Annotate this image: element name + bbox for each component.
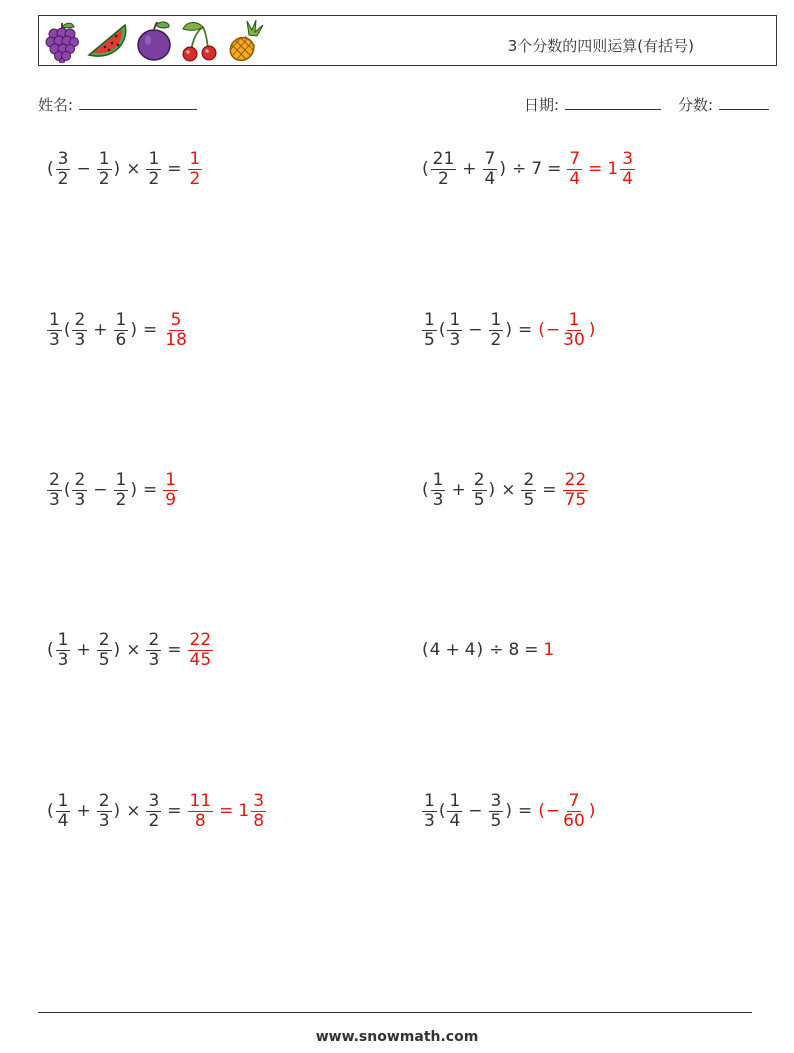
problem-6: [421, 467, 589, 513]
date-blank[interactable]: [565, 95, 661, 110]
problem-expression: ( $\frac{21}{2}$ + $\frac{7}{4}$ ) ÷ 7 =: [422, 148, 562, 189]
problem-answer: $\frac{22}{75}$: [564, 469, 587, 510]
problem-expression: $\frac{1}{3}$ ( $\frac{2}{3}$ + $\frac{1}{6}$ ) =: [49, 309, 158, 350]
problem-9: [46, 788, 267, 834]
problem-answer: 1: [543, 640, 555, 660]
problem-answer: ( − $\frac{7}{60}$ ): [538, 790, 596, 831]
page-title: 3个分数的四则运算(有括号): [507, 37, 694, 55]
score-label: 分数:: [678, 96, 714, 114]
name-blank[interactable]: [79, 95, 197, 110]
problem-1: [46, 146, 203, 192]
problem-answer: $\frac{22}{45}$: [189, 629, 212, 670]
watermelon-icon: [85, 19, 129, 63]
problem-expression: ( $\frac{3}{2}$ − $\frac{1}{2}$ ) × $\frac{1}{2}$ =: [47, 148, 182, 189]
footer-divider: [38, 1012, 752, 1013]
worksheet-header: [38, 15, 777, 66]
problem-expression: $\frac{2}{3}$ ( $\frac{2}{3}$ − $\frac{1}{2}$ ) =: [49, 469, 158, 510]
problem-2: [421, 146, 636, 192]
problem-answer: $\frac{1}{9}$: [165, 469, 177, 510]
pineapple-icon: [225, 19, 265, 63]
problem-expression: $\frac{1}{3}$ ( $\frac{1}{4}$ − $\frac{3}{5}$ ) =: [424, 790, 533, 831]
problem-answer: $\frac{7}{4}$ = 1 $\frac{3}{4}$: [569, 148, 634, 189]
problem-4: [421, 307, 596, 353]
name-label: 姓名:: [38, 96, 74, 114]
problem-10: [421, 788, 596, 834]
problem-expression: ( $\frac{1}{3}$ + $\frac{2}{5}$ ) × $\frac{2}{5}$ =: [422, 469, 557, 510]
problem-8: [421, 627, 554, 673]
problem-5: [46, 467, 179, 513]
problem-expression: $\frac{1}{5}$ ( $\frac{1}{3}$ − $\frac{1}{2}$ ) =: [424, 309, 533, 350]
problem-expression: ( $\frac{1}{4}$ + $\frac{2}{3}$ ) × $\frac{3}{2}$ =: [47, 790, 182, 831]
grapes-icon: [45, 19, 79, 63]
problem-expression: ( $\frac{1}{3}$ + $\frac{2}{5}$ ) × $\frac{2}{3}$ =: [47, 629, 182, 670]
date-label: 日期:: [524, 96, 560, 114]
name-field: [38, 94, 197, 115]
fruit-icons: [45, 19, 265, 63]
score-field: [678, 94, 769, 115]
cherries-icon: [179, 19, 219, 63]
problem-answer: $\frac{11}{8}$ = 1 $\frac{3}{8}$: [189, 790, 265, 831]
footer-url: www.snowmath.com: [315, 1029, 479, 1045]
score-blank[interactable]: [719, 95, 769, 110]
plum-icon: [135, 19, 173, 63]
date-field: [524, 94, 661, 115]
problem-3: [46, 307, 190, 353]
problem-7: [46, 627, 214, 673]
problem-expression: ( 4 + 4 ) ÷ 8 =: [422, 640, 539, 660]
problem-answer: ( − $\frac{1}{30}$ ): [538, 309, 596, 350]
problem-answer: $\frac{1}{2}$: [189, 148, 201, 189]
problem-answer: $\frac{5}{18}$: [165, 309, 187, 350]
